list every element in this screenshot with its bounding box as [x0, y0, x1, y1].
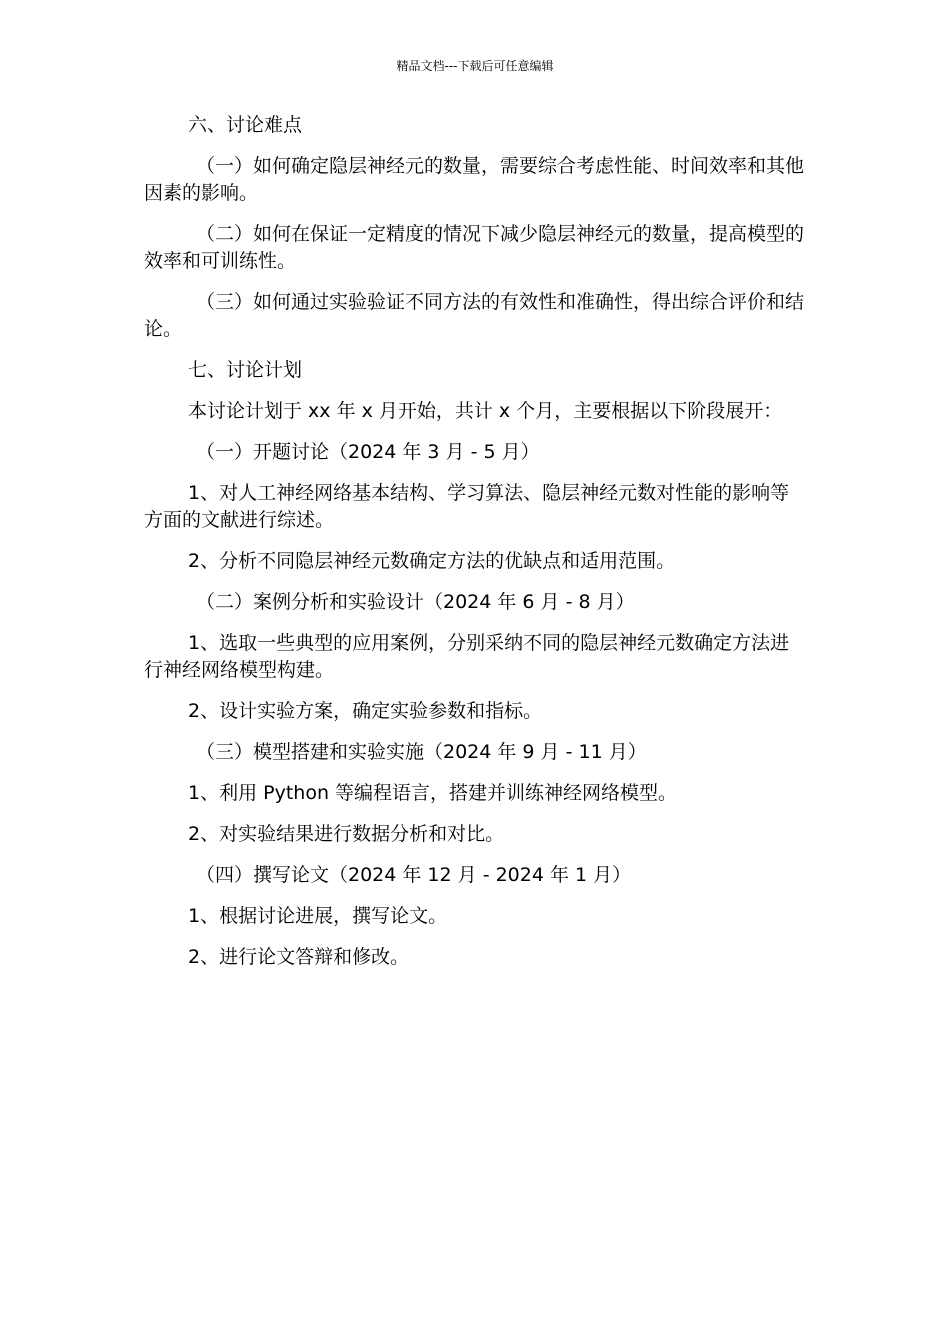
phase-3-item-1: 1、利用 Python 等编程语言，搭建并训练神经网络模型。	[188, 782, 678, 804]
document-body	[144, 112, 806, 985]
phase-4-title: （四）撰写论文（2024 年 12 月 - 2024 年 1 月）	[196, 864, 632, 886]
difficulty-item-2: （二）如何在保证一定精度的情况下减少隐层神经元的数量，提高模型的效率和可训练性。	[144, 223, 805, 272]
page-header: 精品文档---下载后可任意编辑	[396, 59, 554, 73]
phase-4-item-1: 1、根据讨论进展，撰写论文。	[188, 905, 448, 927]
phase-4-item-2: 2、进行论文答辩和修改。	[188, 946, 410, 968]
phase-1-item-1: 1、对人工神经网络基本结构、学习算法、隐层神经元数对性能的影响等方面的文献进行综述。	[144, 482, 790, 531]
section-heading-difficulties: 六、讨论难点	[188, 114, 303, 136]
phase-3-item-2: 2、对实验结果进行数据分析和对比。	[188, 823, 505, 845]
phase-2-item-2: 2、设计实验方案，确定实验参数和指标。	[188, 700, 543, 722]
phase-3-title: （三）模型搭建和实验实施（2024 年 9 月 - 11 月）	[196, 741, 647, 763]
section-heading-plan: 七、讨论计划	[188, 359, 303, 381]
phase-2-item-1: 1、选取一些典型的应用案例，分别采纳不同的隐层神经元数确定方法进行神经网络模型构建。	[144, 632, 790, 681]
phase-2-title: （二）案例分析和实验设计（2024 年 6 月 - 8 月）	[196, 591, 635, 613]
phase-1-title: （一）开题讨论（2024 年 3 月 - 5 月）	[196, 441, 540, 463]
plan-intro: 本讨论计划于 xx 年 x 月开始，共计 x 个月，主要根据以下阶段展开：	[188, 400, 783, 422]
difficulty-item-3: （三）如何通过实验验证不同方法的有效性和准确性，得出综合评价和结论。	[144, 291, 805, 340]
difficulty-item-1: （一）如何确定隐层神经元的数量，需要综合考虑性能、时间效率和其他因素的影响。	[144, 155, 805, 204]
phase-1-item-2: 2、分析不同隐层神经元数确定方法的优缺点和适用范围。	[188, 550, 676, 572]
